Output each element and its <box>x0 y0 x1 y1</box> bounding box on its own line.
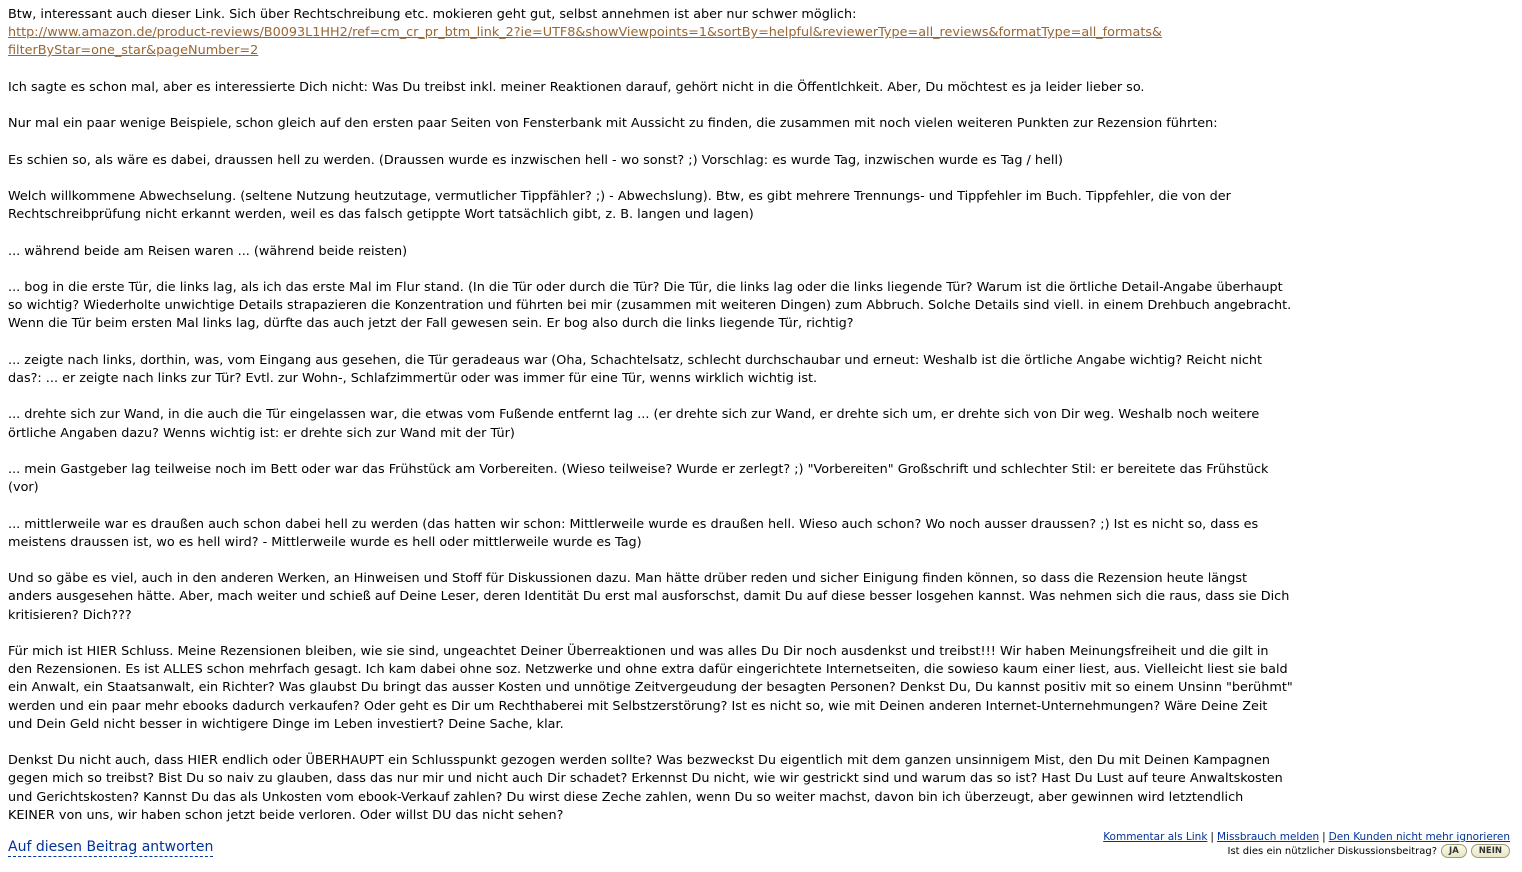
post-intro-text: Btw, interessant auch dieser Link. Sich über Rechtschreibung etc. mokieren geht gut, selbst annehmen ist aber nur schwer möglich: <box>8 7 857 22</box>
report-abuse-link[interactable]: Missbrauch melden <box>1216 831 1320 843</box>
vote-no-button[interactable]: NEIN <box>1471 844 1510 858</box>
comment-as-link-link[interactable]: Kommentar als Link <box>1103 831 1208 843</box>
reply-to-post-link[interactable]: Auf diesen Beitrag antworten <box>8 839 214 855</box>
post-paragraph: ... zeigte nach links, dorthin, was, vom Eingang aus gesehen, die Tür geradeaus war (Oha, Schachtelsatz, schlecht durchschaubar und erneut: Weshalb ist die örtliche Angabe wichtig? Reicht nicht das?: ... er zeigte nach links zur Tür? Evtl. zur Wohn-, Schlafzimmertür oder was immer für eine Tür, wenns wirklich wichtig ist. <box>8 352 1263 386</box>
post-action-links <box>1103 831 1510 843</box>
post-paragraph: Und so gäbe es viel, auch in den anderen Werken, an Hinweisen und Stoff für Diskussionen dazu. Man hätte drüber reden und sicher Einigung finden können, so dass die Rezension heute längst anders ausgesehen hätte. Aber, mach weiter und schieß auf Deine Leser, deren Identität Du erst mal ausforschst, damit Du auf diese besser losgehen kannst. Was nehmen sich die raus, dass sie Dich kritisieren? Dich??? <box>8 571 1290 623</box>
post-paragraph: ... drehte sich zur Wand, in die auch die Tür eingelassen war, die etwas vom Fußende entfernt lag ... (er drehte sich zur Wand, er drehte sich um, er drehte sich von Dir weg. Weshalb noch weitere örtliche Angaben dazu? Wenns wichtig ist: er drehte sich zur Wand mit der Tür) <box>8 407 1260 441</box>
link-separator: | <box>1322 831 1326 843</box>
post-paragraph: Ich sagte es schon mal, aber es interessierte Dich nicht: Was Du treibst inkl. meiner Reaktionen darauf, gehört nicht in die Öffentlchkeit. Aber, Du möchtest es ja leider lieber so. <box>8 79 1145 95</box>
post-intro-paragraph <box>8 6 1293 61</box>
amazon-review-link-line2: filterByStar=one_star&pageNumber=2 <box>8 43 259 59</box>
post-paragraph: ... mittlerweile war es draußen auch schon dabei hell zu werden (das hatten wir schon: Mittlerweile wurde es draußen hell. Wieso auch schon? Wo noch ausser draussen? ;) Ist es nicht so, dass es meistens draussen ist, wo es hell wird? - Mittlerweile wurde es hell oder mittlerweile wurde es Tag) <box>8 516 1259 550</box>
post-paragraph: ... während beide am Reisen waren ... (während beide reisten) <box>8 243 408 259</box>
unignore-customer-link[interactable]: Den Kunden nicht mehr ignorieren <box>1328 831 1510 843</box>
vote-yes-button[interactable]: JA <box>1441 844 1467 858</box>
post-paragraph: Welch willkommene Abwechselung. (seltene Nutzung heutzutage, vermutlicher Tippfähler? ;) - Abwechslung). Btw, es gibt mehrere Trennungs- und Tippfehler im Buch. Tippfehler, die von der Rechtschreibprüfung nicht erkannt werden, weil es das falsch getippte Wort tatsächlich gibt, z. B. langen und lagen) <box>8 188 1231 223</box>
link-separator: | <box>1210 831 1214 843</box>
post-paragraph: ... mein Gastgeber lag teilweise noch im Bett oder war das Frühstück am Vorbereiten. (Wieso teilweise? Wurde er zerlegt? ;) "Vorbereiten" Großschrift und schlechter Stil: er bereitete das Frühstück (vor) <box>8 461 1269 496</box>
discussion-post <box>8 6 1293 843</box>
amazon-review-link-line1: http://www.amazon.de/product-reviews/B0093L1HH2/ref=cm_cr_pr_btm_link_2?ie=UTF8&showViewpoints=1&sortBy=helpful&reviewerType=all_reviews&formatType=all_formats& <box>8 25 1163 41</box>
helpfulness-vote <box>1228 844 1510 858</box>
helpfulness-question: Ist dies ein nützlicher Diskussionsbeitrag? <box>1227 845 1438 857</box>
post-paragraph: Es schien so, als wäre es dabei, draussen hell zu werden. (Draussen wurde es inzwischen hell - wo sonst? ;) Vorschlag: es wurde Tag, inzwischen wurde es Tag / hell) <box>8 152 1064 168</box>
amazon-review-link[interactable] <box>8 25 1162 58</box>
post-paragraph: Denkst Du nicht auch, dass HIER endlich oder ÜBERHAUPT ein Schlusspunkt gezogen werden sollte? Was bezweckst Du eigentlich mit dem ganzen unsinnigem Mist, den Du mit Deinen Kampagnen gegen mich so treibst? Bist Du so naiv zu glauben, dass das nur mir und nicht auch Dir schadet? Erkennst Du nicht, wie wir gestrickt sind und warum das so ist? Hast Du Lust auf teure Anwaltskosten und Gerichtskosten? Kannst Du das als Unkosten vom ebook-Verkauf zahlen? Du wirst diese Zeche zahlen, wenn Du so weiter machst, davon bin ich überzeugt, aber gewinnen wird letztendlich KEINER von uns, wir haben schon jetzt beide verloren. Oder willst DU das nicht sehen? <box>8 753 1283 823</box>
post-paragraph: ... bog in die erste Tür, die links lag, als ich das erste Mal im Flur stand. (In die Tür oder durch die Tür? Die Tür, die links lag oder die links liegende Tür? Warum ist die örtliche Detail-Angabe überhaupt so wichtig? Wiederholte unwichtige Details strapazieren die Konzentration und führten bei mir (zusammen mit weiteren Dingen) zum Abbruch. Solche Details sind viell. in einem Drehbuch angebracht. Wenn die Tür beim ersten Mal links lag, dürfte das auch jetzt der Fall gewesen sein. Er bog also durch die links liegende Tür, richtig? <box>8 279 1292 332</box>
post-paragraph: Nur mal ein paar wenige Beispiele, schon gleich auf den ersten paar Seiten von Fensterbank mit Aussicht zu finden, die zusammen mit noch vielen weiteren Punkten zur Rezension führten: <box>8 116 1218 132</box>
post-paragraph: Für mich ist HIER Schluss. Meine Rezensionen bleiben, wie sie sind, ungeachtet Deiner Überreaktionen und was alles Du Dir noch ausdenkst und treibst!!! Wir haben Meinungsfreiheit und die gilt in den Rezensionen. Es ist ALLES schon mehrfach gesagt. Ich kam dabei ohne soz. Netzwerke und ohne extra dafür eingerichtete Internetseiten, die sowieso kaum einer liest, aus. Vielleicht liest sie bald ein Anwalt, ein Staatsanwalt, ein Richter? Was glaubst Du bringt das ausser Kosten und unnötige Zeitvergeudung der besagten Personen? Denkst Du, Du kannst positiv mit so einem Unsinn "berühmt" werden und ein paar mehr ebooks dadurch verkaufen? Oder geht es Dir um Rechthaberei mit Selbstzerstörung? Ist es nicht so, wie mit Deinen anderen Internet-Unternehmungen? Wäre Deine Zeit und Dein Geld nicht besser in wichtigere Dinge im Leben investiert? Deine Sache, klar. <box>8 643 1293 732</box>
